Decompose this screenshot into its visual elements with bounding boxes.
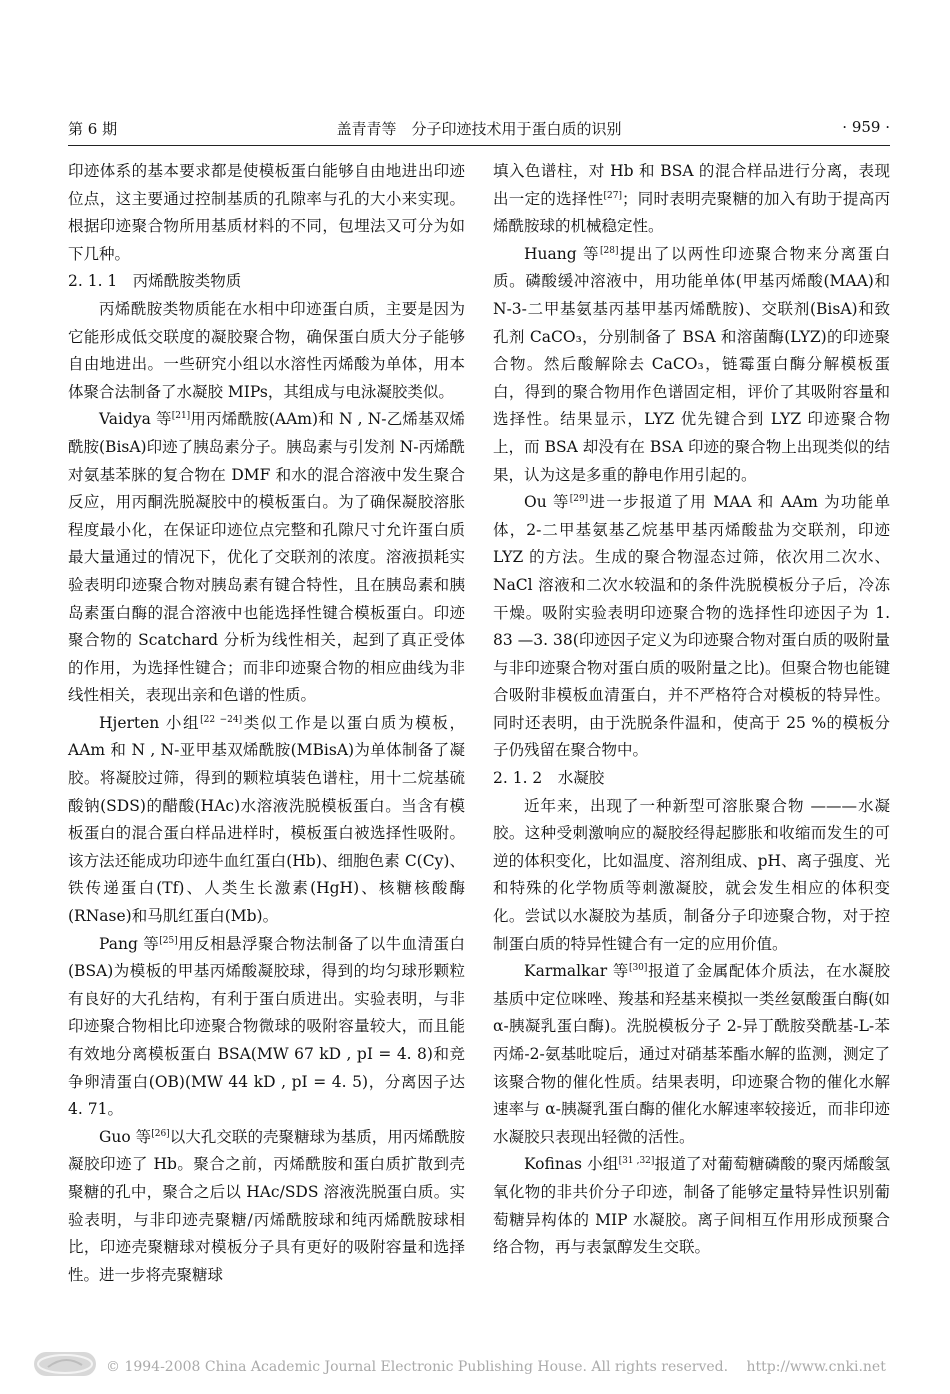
paragraph-text: 提出了以两性印迹聚合物来分离蛋白质。磷酸缓冲溶液中，用功能单体(甲基丙烯酸(MAA)和 N-3-二甲基氨基丙基甲基丙烯酰胺)、交联剂(BisA)和致孔剂 CaCO₃，分别制备了 BSA 和溶菌酶(LYZ)的印迹聚合物。然后酸解除去 CaCO₃，链霉蛋白酶分解模板蛋白，得到的聚合物用作色谱固定相，评价了其吸附容量和选择性。结果显示，LYZ 优先键合到 LYZ 印迹聚合物上，而 BSA 却没有在 BSA 印迹的聚合物上出现类似的结果，认为这是多重的静电作用引起的。 [493,244,890,484]
paragraph-text: 用丙烯酰胺(AAm)和 N , N-乙烯基双烯酰胺(BisA)印迹了胰岛素分子。胰岛素与引发剂 N-丙烯酰对氨基苯脒的复合物在 DMF 和水的混合溶液中发生聚合反应，用丙酮洗脱凝胶中的模板蛋白。为了确保凝胶溶胀程度最小化，在保证印迹位点完整和孔隙尺寸允许蛋白质最大量通过的情况下，优化了交联剂的浓度。溶液损耗实验表明印迹聚合物对胰岛素有键合特性，且在胰岛素和胰岛素蛋白酶的混合溶液中也能选择性键合模板蛋白。印迹聚合物的 Scatchard 分析为线性相关，起到了真正受体的作用，为选择性键合；而非印迹聚合物的相应曲线为非线性相关，表现出亲和色谱的性质。 [68,410,465,705]
paragraph [493,158,890,241]
author-ref: Pang 等 [99,934,160,953]
paragraph-text: ；同时表明壳聚糖的加入有助于提高丙烯酰胺球的机械稳定性。 [493,189,890,236]
copyright-footer [0,1352,950,1382]
citation: [22 −24] [200,714,243,725]
paragraph: 近年来，出现了一种新型可溶胀聚合物 ———水凝胶。这种受刺激响应的凝胶经得起膨胀和收缩而发生的可逆的体积变化，比如温度、溶剂组成、pH、离子强度、光和特殊的化学物质等刺激凝胶，就会发生相应的体积变化。尝试以水凝胶为基质，制备分子印迹聚合物，对于控制蛋白质的特异性键合有一定的应用价值。 [493,796,890,953]
author-ref: Kofinas 小组 [524,1155,619,1174]
paragraph [493,1151,890,1261]
citation: [25] [159,935,178,946]
paragraph [493,489,890,765]
paragraph-text: 以大孔交联的壳聚糖球为基质，用丙烯酰胺凝胶印迹了 Hb。聚合之前，丙烯酰胺和蛋白质扩散到壳聚糖的孔中，聚合之后以 HAc/SDS 溶液洗脱蛋白质。实验表明，与非印迹壳聚糖/丙烯酰胺球和纯丙烯酰胺球相比，印迹壳聚糖球对模板分子具有更好的吸附容量和选择性。进一步将壳聚糖球 [68,1127,465,1284]
paragraph: 丙烯酰胺类物质能在水相中印迹蛋白质，主要是因为它能形成低交联度的凝胶聚合物，确保蛋白质大分子能够自由地进出。一些研究小组以水溶性丙烯酸为单体，用本体聚合法制备了水凝胶 MIPs，其组成与电泳凝胶类似。 [68,299,465,401]
paragraph [68,710,465,931]
citation: [26] [151,1128,170,1139]
running-header [68,118,890,142]
author-ref: Vaidya 等 [99,410,172,429]
right-column [493,158,890,1262]
citation: [21] [171,411,191,422]
paragraph-text: 进一步报道了用 MAA 和 AAm 为功能单体，2-二甲基氨基乙烷基甲基丙烯酸盐为交联剂，印迹 LYZ 的方法。生成的聚合物湿态过筛，依次用二次水、NaCl 溶液和二次水较温和的条件洗脱模板分子后，冷冻干燥。吸附实验表明印迹聚合物的选择性印迹因子为 1. 83 —3. 38(印迹因子定义为印迹聚合物对蛋白质的吸附量与非印迹聚合物对蛋白质的吸附量之比)。但聚合物也能键合吸附非模板血清蛋白，并不严格符合对模板的特异性。同时还表明，由于洗脱条件温和，使高于 25 %的模板分子仍残留在聚合物中。 [493,493,890,760]
page-number: · 959 · [842,118,890,136]
paragraph-text: 报道了对葡萄糖磷酸的聚丙烯酸氢氧化物的非共价分子印迹，制备了能够定量特异性识别葡萄糖异构体的 MIP 水凝胶。离子间相互作用形成预聚合络合物，再与表氯醇发生交联。 [493,1155,890,1257]
paragraph: 印迹体系的基本要求都是使模板蛋白能够自由地进出印迹位点，这主要通过控制基质的孔隙率与孔的大小来实现。根据印迹聚合物所用基质材料的不同，包埋法又可分为如下几种。 [68,162,465,263]
citation: [31 ,32] [618,1156,655,1167]
paragraph-text: 报道了金属配体介质法，在水凝胶基质中定位咪唑、羧基和羟基来模拟一类丝氨酸蛋白酶(如 α-胰凝乳蛋白酶)。洗脱模板分子 2-异丁酰胺癸酰基-L-苯丙烯-2-氨基吡啶后，通过对硝基苯酯水解的监测，测定了该聚合物的催化性质。结果表明，印迹聚合物的催化水解速率与 α-胰凝乳蛋白酶的催化水解速率较接近，而非印迹水凝胶只表现出轻微的活性。 [493,962,890,1146]
copyright-text: © 1994-2008 China Academic Journal Electronic Publishing House. All rights reserved. http://www.cnki.net [106,1359,886,1375]
paragraph [493,241,890,489]
paragraph-text: 填入色谱柱，对 Hb 和 BSA 的混合样品进行分离，表现出一定的选择性 [493,162,890,208]
paragraph-text: 类似工作是以蛋白质为模板，AAm 和 N , N-亚甲基双烯酰胺(MBisA)为单体制备了凝胶。将凝胶过筛，得到的颗粒填装色谱柱，用十二烷基硫酸钠(SDS)的醋酸(HAc)水溶液洗脱模板蛋白。当含有模板蛋白的混合蛋白样品进样时，模板蛋白被选择性吸附。该方法还能成功印迹牛血红蛋白(Hb)、细胞色素 C(Cy)、铁传递蛋白(Tf)、人类生长激素(HgH)、核糖核酸酶(RNase)和马肌红蛋白(Mb)。 [68,713,465,926]
citation: [28] [600,245,619,256]
section-heading: 2. 1. 2 水凝胶 [493,769,605,788]
author-ref: Guo 等 [99,1127,152,1146]
citation: [29] [569,493,589,504]
paragraph-text: 用反相悬浮聚合物法制备了以牛血清蛋白(BSA)为模板的甲基丙烯酸凝胶球，得到的均匀球形颗粒有良好的大孔结构，有利于蛋白质进出。实验表明，与非印迹聚合物相比印迹聚合物微球的吸附容量较大，而且能有效地分离模板蛋白 BSA(MW 67 kD , pI = 4. 8)和竞争卵清蛋白(OB)(MW 44 kD , pI = 4. 5)，分离因子达 4. 71。 [68,934,465,1119]
author-ref: Karmalkar 等 [524,962,629,981]
section-heading: 2. 1. 1 丙烯酰胺类物质 [68,272,242,291]
paragraph [68,931,465,1124]
citation: [30] [628,963,648,974]
author-ref: Huang 等 [524,244,601,263]
citation: [27] [603,190,622,201]
paragraph [68,406,465,710]
running-title: 盖青青等 分子印迹技术用于蛋白质的识别 [336,120,622,138]
header-rule [68,145,890,146]
paragraph [493,958,890,1151]
author-ref: Ou 等 [524,493,570,512]
paragraph [68,1124,465,1290]
publisher-logo-icon [34,1352,96,1376]
issue-number: 第 6 期 [68,120,118,138]
left-column [68,158,465,1289]
author-ref: Hjerten 小组 [99,713,201,732]
